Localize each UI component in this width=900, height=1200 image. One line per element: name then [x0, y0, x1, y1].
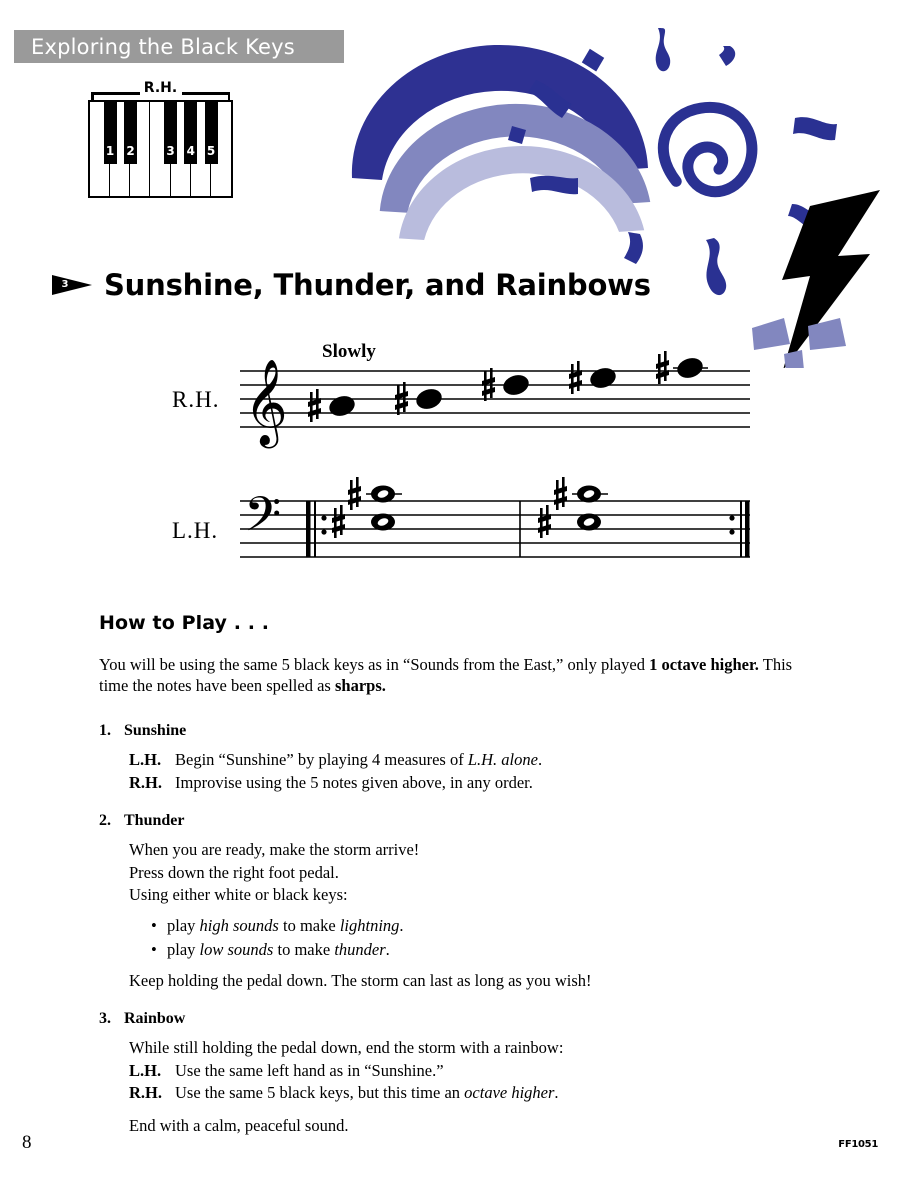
intro-bold-sharps: sharps. — [334, 676, 386, 695]
text-after-italic: . — [554, 1083, 559, 1102]
step-number: 1. — [99, 722, 111, 739]
bracket-label: R.H. — [140, 80, 182, 96]
black-key-finger-2: 2 — [124, 102, 137, 164]
italic-phrase: octave higher — [464, 1083, 555, 1102]
black-key-finger-1: 1 — [104, 102, 117, 164]
right-hand-bracket — [88, 78, 233, 100]
keyboard-diagram — [88, 78, 233, 198]
lightning-bolt-icon — [782, 190, 880, 368]
bass-clef-icon — [244, 486, 281, 554]
title-marker-arrow-icon — [52, 272, 94, 298]
bullet-text-c: . — [385, 940, 390, 959]
step-sunshine — [99, 722, 799, 793]
step-closing-line: Keep holding the pedal down. The storm can last as long as you wish! — [129, 970, 592, 990]
text-before-italic: Use the same 5 black keys, but this time an — [175, 1083, 465, 1102]
step-body — [129, 1037, 799, 1136]
bullet-italic-a: high sounds — [199, 915, 279, 935]
instruction-line: Using either white or black keys: — [129, 885, 348, 904]
step-heading — [99, 1010, 799, 1028]
hand-instruction-text — [175, 1082, 559, 1104]
treble-note-5 — [656, 351, 708, 384]
instruction-line: Press down the right foot pedal. — [129, 862, 339, 882]
sun-icon — [663, 107, 752, 191]
hand-tag: R.H. — [129, 1083, 162, 1102]
bullet-text-c: . — [399, 915, 404, 935]
thunder-bullet-list — [129, 915, 799, 961]
bracket-tick-left — [91, 92, 94, 100]
music-score — [160, 335, 780, 585]
list-item — [167, 939, 799, 961]
italic-phrase: L.H. alone — [467, 750, 538, 769]
hand-instruction-row — [129, 749, 799, 771]
step-rainbow — [99, 1010, 799, 1136]
bass-staff — [240, 501, 750, 557]
rainbow-icon — [352, 45, 650, 240]
section-banner — [14, 30, 344, 63]
intro-text-part2: This time the notes have been spelled as — [99, 655, 793, 695]
banner-title: Exploring the Black Keys — [31, 34, 295, 59]
page-number: 8 — [22, 1132, 32, 1153]
hand-instruction-text: Use the same left hand as in “Sunshine.” — [175, 1060, 444, 1080]
text-after-italic: . — [537, 750, 543, 769]
bullet-text-a: play — [167, 940, 200, 959]
hand-instruction-row — [129, 1060, 799, 1082]
hand-instruction-text: Improvise using the 5 notes given above, in any order. — [175, 772, 533, 792]
hand-instruction-row — [129, 772, 799, 794]
hand-tag: L.H. — [129, 750, 162, 769]
catalog-number: FF1051 — [838, 1139, 878, 1150]
hand-tag: R.H. — [129, 772, 162, 792]
step-body — [129, 839, 799, 991]
rh-staff-label: R.H. — [172, 387, 220, 412]
hand-tag: L.H. — [129, 1060, 162, 1080]
bullet-italic-a: low sounds — [199, 940, 274, 959]
svg-text:𝄞: 𝄞 — [244, 359, 288, 445]
bullet-text-b: to make — [278, 915, 340, 935]
bullet-italic-b: lightning — [339, 915, 400, 935]
title-marker-number: 3 — [61, 279, 69, 290]
bullet-text-b: to make — [273, 940, 335, 959]
piano-keyboard — [88, 100, 233, 198]
intro-text-part1: You will be using the same 5 black keys as in “Sounds from the East,” only played — [99, 655, 650, 674]
step-number: 2. — [99, 812, 111, 829]
step-heading — [99, 722, 799, 740]
bracket-tick-right — [228, 92, 231, 100]
piece-title-row — [52, 268, 651, 302]
svg-text:𝄢: 𝄢 — [244, 486, 282, 554]
step-title: Sunshine — [124, 722, 187, 739]
black-key-finger-4: 4 — [184, 102, 197, 164]
treble-note-4 — [569, 361, 618, 394]
step-heading — [99, 812, 799, 830]
instructions-section — [99, 612, 799, 1155]
step-title: Thunder — [124, 812, 185, 829]
hand-instruction-row — [129, 1082, 799, 1104]
bullet-text-a: play — [167, 915, 200, 935]
page-title: Sunshine, Thunder, and Rainbows — [104, 268, 651, 302]
step-thunder — [99, 812, 799, 991]
tempo-marking: Slowly — [322, 341, 376, 362]
step-body — [129, 749, 799, 793]
black-key-finger-3: 3 — [164, 102, 177, 164]
lh-staff-label: L.H. — [172, 518, 219, 543]
instruction-line: When you are ready, make the storm arrive! — [129, 840, 420, 859]
treble-note-1 — [308, 389, 357, 422]
instruction-line: While still holding the pedal down, end the storm with a rainbow: — [129, 1038, 564, 1057]
sun-rays-icon — [508, 28, 837, 295]
list-item — [167, 915, 799, 937]
treble-clef-icon — [244, 359, 288, 449]
decorative-artwork — [340, 18, 900, 368]
text-before-italic: Begin “Sunshine” by playing 4 measures of — [175, 750, 468, 769]
intro-bold-octave: 1 octave higher. — [649, 655, 759, 674]
hand-instruction-text — [175, 749, 542, 771]
intro-paragraph — [99, 654, 799, 696]
black-key-finger-5: 5 — [205, 102, 218, 164]
bullet-italic-b: thunder — [334, 940, 386, 959]
how-to-play-heading: How to Play . . . — [99, 612, 270, 634]
step-number: 3. — [99, 1010, 111, 1027]
step-closing-line: End with a calm, peaceful sound. — [129, 1115, 349, 1135]
step-title: Rainbow — [124, 1010, 186, 1027]
